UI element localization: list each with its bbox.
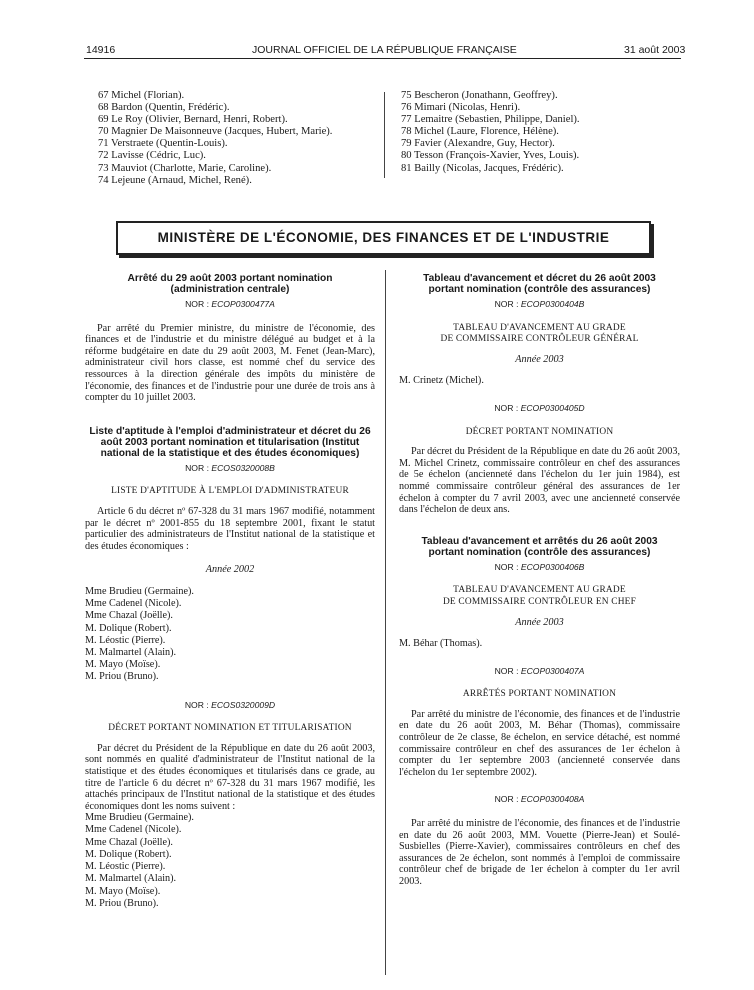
section-title: Liste d'aptitude à l'emploi d'administrateur et décret du 26 août 2003 portant nomination et titularisation (Institut national de la statistique et des études économiques) [89, 425, 371, 459]
list-item: Mme Cadenel (Nicole). [85, 824, 182, 836]
list-item: Mme Cadenel (Nicole). [85, 598, 182, 610]
nor-reference: NOR : ECOP0300406B [494, 561, 585, 572]
decree-text: Par décret du Président de la République en date du 26 août 2003, sont nommés en qualité d'administrateur de l'Institut national de la statistique et des études économiques et titularisés dans ce grade, au titre de l'article 6 du décret nº 67-328 du 31 mars 1967 modifié, les attachés principaux de l'Institut national de la statistique et des études économiques dont les noms suivent : [85, 742, 375, 812]
issue-date: 31 août 2003 [624, 44, 686, 56]
list-item: M. Dolique (Robert). [85, 848, 172, 860]
list-item: M. Mayo (Moïse). [85, 659, 161, 671]
year-heading: Année 2003 [515, 353, 564, 365]
list-item: 77 Lemaitre (Sebastien, Philippe, Daniel). [401, 114, 580, 126]
section-heading: DÉCRET PORTANT NOMINATION [465, 426, 614, 437]
list-item: M. Malmartel (Alain). [85, 646, 177, 658]
section-title: Tableau d'avancement et arrêtés du 26 août 2003 portant nomination (contrôle des assurances) [421, 535, 658, 558]
section-heading: LISTE D'APTITUDE À L'EMPLOI D'ADMINISTRATEUR [111, 486, 349, 497]
list-item: 68 Bardon (Quentin, Frédéric). [98, 102, 230, 114]
list-item: 80 Tesson (François-Xavier, Yves, Louis). [401, 150, 580, 162]
page-number: 14916 [86, 44, 116, 56]
decree-text: Par arrêté du ministre de l'économie, des finances et de l'industrie en date du 26 août 2003, MM. Vouette (Pierre-Jean) et Soulé-Susbielles (Pierre-Xavier), commissaires contrôleurs en chef des assurances de 2e échelon, sont nommés à l'emploi de commissaire contrôleur chef de brigade de 1er échelon à compter du 1er avril 2003. [399, 818, 680, 887]
left-column [85, 273, 375, 910]
list-item: M. Béhar (Thomas). [399, 638, 483, 650]
list-item: Mme Chazal (Joëlle). [85, 836, 173, 848]
list-item: 70 Magnier De Maisonneuve (Jacques, Hubert, Marie). [98, 126, 333, 138]
nor-reference: NOR : ECOP0300407A [494, 665, 585, 676]
list-item: M. Malmartel (Alain). [85, 873, 177, 885]
decree-text: Par arrêté du Premier ministre, du ministre de l'économie, des finances et de l'industrie et du ministre délégué au budget et à la réforme budgétaire en date du 29 août 2003, M. Fenet (Jean-Marc), administrateur civil hors classe, est nommé chef du service des ressources à la direction générale des impôts du ministère de l'économie, des finances et de l'industrie pour une durée de trois ans à compter du 10 juillet 2003. [85, 322, 375, 404]
decree-text: Par arrêté du ministre de l'économie, des finances et de l'industrie en date du 26 août 2003, M. Béhar (Thomas), commissaire contrôleur de 2e classe, 8e échelon, en service détaché, est nommé commissaire contrôleur en chef des assurances de 1er échelon à compter du 1er septembre 2003 (ancienneté conservée dans l'échelon du 1er septembre 2002). [399, 708, 680, 778]
list-item: M. Mayo (Moïse). [85, 885, 161, 897]
list-item: Mme Brudieu (Germaine). [85, 585, 194, 597]
nor-reference: NOR : ECOP0300408A [494, 794, 585, 805]
section-heading: ARRÊTÉS PORTANT NOMINATION [462, 689, 617, 700]
year-heading: Année 2003 [515, 616, 564, 628]
list-item: 74 Lejeune (Arnaud, Michel, René). [98, 174, 252, 186]
section-heading: DE COMMISSAIRE CONTRÔLEUR GÉNÉRAL [440, 334, 639, 345]
top-list-left [98, 90, 332, 187]
section-heading: TABLEAU D'AVANCEMENT AU GRADE [453, 585, 626, 596]
ministry-banner: MINISTÈRE DE L'ÉCONOMIE, DES FINANCES ET DE L'INDUSTRIE [116, 221, 651, 255]
nor-reference: NOR : ECOS0320009D [184, 699, 276, 710]
list-item: 69 Le Roy (Olivier, Bernard, Henri, Robert). [98, 114, 288, 126]
list-item: 76 Mimari (Nicolas, Henri). [401, 102, 521, 114]
list-item: 67 Michel (Florian). [98, 90, 185, 101]
year-heading: Année 2002 [205, 564, 255, 576]
list-item: 73 Mauviot (Charlotte, Marie, Caroline). [98, 162, 272, 174]
section-title: Arrêté du 29 août 2003 portant nomination (administration centrale) [127, 273, 333, 295]
name-list [85, 586, 375, 684]
list-item: 71 Verstraete (Quentin-Louis). [98, 138, 228, 150]
list-item: 78 Michel (Laure, Florence, Hélène). [401, 126, 559, 138]
nor-reference: NOR : ECOP0300404B [494, 299, 585, 309]
list-item: M. Léostic (Pierre). [85, 634, 166, 646]
list-item: 72 Lavisse (Cédric, Luc). [98, 150, 206, 162]
top-list-right [401, 90, 580, 175]
header-rule [84, 58, 681, 59]
section-heading: DÉCRET PORTANT NOMINATION ET TITULARISATION [108, 723, 352, 734]
list-item: M. Dolique (Robert). [85, 622, 172, 634]
name-list [85, 812, 375, 910]
list-item: 79 Favier (Alexandre, Guy, Hector). [401, 138, 555, 150]
column-divider [385, 270, 386, 975]
list-item: M. Priou (Bruno). [85, 897, 159, 909]
section-heading: DE COMMISSAIRE CONTRÔLEUR EN CHEF [442, 596, 637, 607]
list-item: M. Crinetz (Michel). [399, 375, 484, 387]
journal-title: JOURNAL OFFICIEL DE LA RÉPUBLIQUE FRANÇAISE [252, 44, 517, 56]
list-item: Mme Chazal (Joëlle). [85, 610, 173, 622]
list-item: Mme Brudieu (Germaine). [85, 812, 194, 824]
list-item: 75 Bescheron (Jonathann, Geoffrey). [401, 90, 558, 101]
decree-text: Par décret du Président de la République en date du 26 août 2003, M. Michel Crinetz, commissaire contrôleur en chef des assurances de 5e échelon (ancienneté dans l'échelon du 1er juin 1984), est nommé commissaire contrôleur général des assurances de 1er échelon à compter du 7 avril 2003, avec une ancienneté conservée dans l'échelon de deux ans. [399, 446, 680, 516]
top-column-divider [384, 92, 385, 178]
section-heading: TABLEAU D'AVANCEMENT AU GRADE [453, 322, 626, 333]
nor-reference: NOR : ECOS0320008B [185, 462, 275, 473]
right-column [399, 273, 680, 888]
list-item: M. Léostic (Pierre). [85, 861, 166, 873]
list-item: 81 Bailly (Nicolas, Jacques, Frédéric). [401, 162, 564, 174]
list-item: M. Priou (Bruno). [85, 671, 159, 683]
nor-reference: NOR : ECOP0300477A [185, 299, 275, 309]
section-title: Tableau d'avancement et décret du 26 août 2003 portant nomination (contrôle des assurances) [423, 273, 656, 295]
decree-text: Article 6 du décret nº 67-328 du 31 mars 1967 modifié, notamment par le décret nº 2001-855 du 18 septembre 2001, fixant le statut particulier des administrateurs de l'Institut national de la statistique et des études économiques : [85, 505, 375, 552]
nor-reference: NOR : ECOP0300405D [494, 402, 585, 413]
